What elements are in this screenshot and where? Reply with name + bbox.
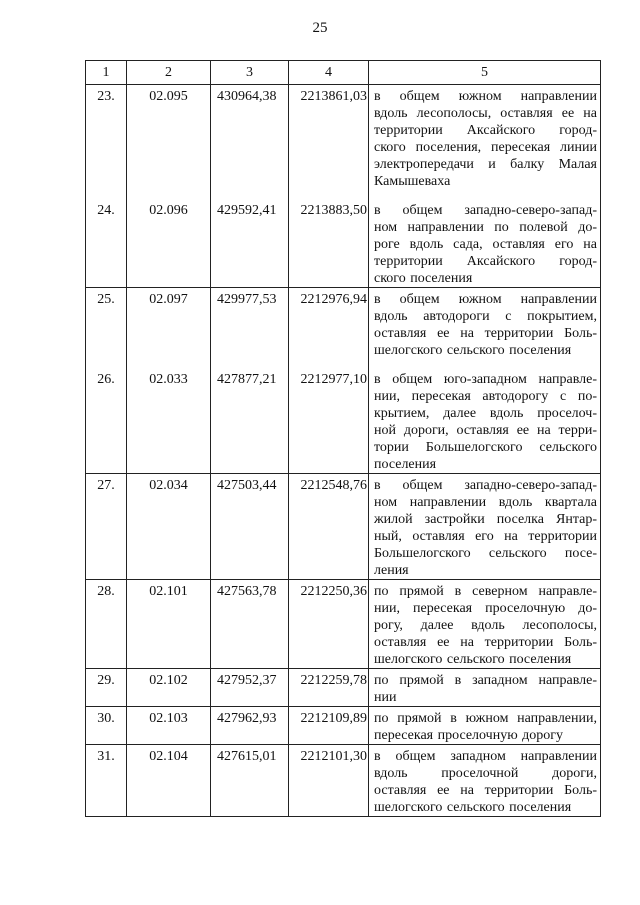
description-line: в общем южном направлении bbox=[374, 292, 597, 307]
description-line: оставляя ее на территории Боль- bbox=[374, 326, 597, 341]
description-line: ном направлении вдоль квартала bbox=[374, 495, 597, 510]
coordinate-x-value: 427962,93 bbox=[217, 711, 277, 726]
point-number-cell bbox=[86, 288, 127, 474]
row-entry bbox=[211, 672, 288, 706]
row-entry bbox=[289, 748, 368, 816]
description-line: по прямой в северном направле- bbox=[374, 584, 597, 599]
description-line: роге вдоль сада, оставляя его на bbox=[374, 237, 597, 252]
description-line: по прямой в западном направле- bbox=[374, 673, 597, 688]
row-entry bbox=[289, 583, 368, 668]
description-line: территории Аксайского город- bbox=[374, 123, 597, 138]
row-entry bbox=[289, 291, 368, 359]
point-code-value: 02.033 bbox=[149, 372, 188, 387]
table-row bbox=[86, 288, 601, 474]
coordinate-x-cell bbox=[211, 288, 289, 474]
coordinate-y-value: 2212977,10 bbox=[300, 372, 367, 387]
row-entry bbox=[369, 371, 600, 473]
coordinate-y-value: 2212259,78 bbox=[300, 673, 367, 688]
coordinate-y-value: 2212109,89 bbox=[300, 711, 367, 726]
description-cell bbox=[369, 580, 601, 669]
description-cell bbox=[369, 745, 601, 817]
point-number-cell bbox=[86, 85, 127, 288]
table-body bbox=[86, 85, 601, 817]
header-col-2: 2 bbox=[127, 61, 211, 85]
coordinate-x-cell bbox=[211, 745, 289, 817]
description-line: в общем западно-северо-запад- bbox=[374, 203, 597, 218]
point-number-value: 30. bbox=[97, 711, 115, 726]
description-line: электропередачи и балку Малая bbox=[374, 157, 597, 172]
description-line: по прямой в южном направлении, bbox=[374, 711, 597, 726]
row-entry bbox=[369, 748, 600, 816]
description-line: вдоль лесополосы, оставляя ее на bbox=[374, 106, 597, 121]
coordinate-x-cell bbox=[211, 580, 289, 669]
description-line: ный, оставляя его на территории bbox=[374, 529, 597, 544]
row-entry bbox=[127, 202, 210, 287]
header-col-4: 4 bbox=[289, 61, 369, 85]
coordinate-x-cell bbox=[211, 669, 289, 707]
coordinate-x-value: 427503,44 bbox=[217, 478, 277, 493]
row-entry bbox=[127, 371, 210, 473]
point-number-value: 26. bbox=[97, 372, 115, 387]
coordinate-x-value: 429592,41 bbox=[217, 203, 277, 218]
row-entry bbox=[86, 291, 126, 359]
description-line: оставляя ее на территории Боль- bbox=[374, 635, 597, 650]
boundary-table-frame bbox=[85, 60, 600, 817]
coordinate-x-value: 429977,53 bbox=[217, 292, 277, 307]
point-number-value: 31. bbox=[97, 749, 115, 764]
header-row bbox=[86, 61, 601, 85]
coordinate-x-value: 427563,78 bbox=[217, 584, 277, 599]
point-number-cell bbox=[86, 669, 127, 707]
description-line: в общем южном направлении bbox=[374, 89, 597, 104]
description-line: в общем юго-западном направле- bbox=[374, 372, 597, 387]
table-row bbox=[86, 580, 601, 669]
description-line: рогу, далее вдоль лесополосы, bbox=[374, 618, 597, 633]
row-entry bbox=[127, 88, 210, 190]
description-line: Большелогского сельского посе- bbox=[374, 546, 597, 561]
point-number-value: 24. bbox=[97, 203, 115, 218]
description-cell bbox=[369, 474, 601, 580]
row-entry bbox=[289, 477, 368, 579]
boundary-points-table bbox=[85, 60, 601, 817]
coordinate-y-cell bbox=[289, 580, 369, 669]
point-code-cell bbox=[127, 474, 211, 580]
point-code-cell bbox=[127, 669, 211, 707]
point-number-value: 28. bbox=[97, 584, 115, 599]
coordinate-y-value: 2213861,03 bbox=[300, 89, 367, 104]
coordinate-y-value: 2213883,50 bbox=[300, 203, 367, 218]
description-line: ной дороги, оставляя ее на терри- bbox=[374, 423, 597, 438]
coordinate-x-value: 430964,38 bbox=[217, 89, 277, 104]
coordinate-y-cell bbox=[289, 707, 369, 745]
coordinate-x-value: 427615,01 bbox=[217, 749, 277, 764]
row-entry bbox=[211, 291, 288, 359]
point-code-value: 02.101 bbox=[149, 584, 188, 599]
point-code-cell bbox=[127, 580, 211, 669]
description-line: жилой застройки поселка Янтар- bbox=[374, 512, 597, 527]
description-line: нии, пересекая автодорогу с по- bbox=[374, 389, 597, 404]
row-entry bbox=[369, 583, 600, 668]
point-code-value: 02.095 bbox=[149, 89, 188, 104]
row-entry bbox=[86, 710, 126, 744]
coordinate-y-value: 2212976,94 bbox=[300, 292, 367, 307]
header-col-3: 3 bbox=[211, 61, 289, 85]
point-code-cell bbox=[127, 745, 211, 817]
row-entry bbox=[211, 583, 288, 668]
description-line: поселения bbox=[374, 457, 437, 472]
coordinate-x-value: 427877,21 bbox=[217, 372, 277, 387]
point-number-value: 23. bbox=[97, 89, 115, 104]
row-entry bbox=[211, 748, 288, 816]
row-entry bbox=[369, 710, 600, 744]
description-line: территории Аксайского город- bbox=[374, 254, 597, 269]
description-cell bbox=[369, 85, 601, 288]
row-entry bbox=[369, 477, 600, 579]
row-entry bbox=[127, 291, 210, 359]
table-row bbox=[86, 474, 601, 580]
description-line: тории Большелогского сельского bbox=[374, 440, 597, 455]
point-code-value: 02.034 bbox=[149, 478, 188, 493]
row-entry bbox=[86, 583, 126, 668]
point-number-cell bbox=[86, 580, 127, 669]
row-entry bbox=[86, 371, 126, 473]
description-line: ского поселения, пересекая линии bbox=[374, 140, 597, 155]
row-entry bbox=[211, 710, 288, 744]
description-line: вдоль автодороги с покрытием, bbox=[374, 309, 597, 324]
row-entry bbox=[127, 748, 210, 816]
description-cell bbox=[369, 288, 601, 474]
row-entry bbox=[211, 371, 288, 473]
description-line: ского поселения bbox=[374, 271, 473, 286]
description-line: крытием, далее вдоль проселоч- bbox=[374, 406, 597, 421]
row-entry bbox=[86, 672, 126, 706]
table-row bbox=[86, 707, 601, 745]
coordinate-y-cell bbox=[289, 669, 369, 707]
point-code-value: 02.096 bbox=[149, 203, 188, 218]
coordinate-y-cell bbox=[289, 85, 369, 288]
row-entry bbox=[86, 202, 126, 287]
point-number-value: 27. bbox=[97, 478, 115, 493]
coordinate-y-cell bbox=[289, 288, 369, 474]
description-cell bbox=[369, 669, 601, 707]
description-line: нии bbox=[374, 690, 397, 705]
description-line: нии, пересекая проселочную до- bbox=[374, 601, 597, 616]
description-line: шелогского сельского поселения bbox=[374, 800, 572, 815]
coordinate-x-cell bbox=[211, 707, 289, 745]
table-row bbox=[86, 669, 601, 707]
row-entry bbox=[369, 291, 600, 359]
row-entry bbox=[86, 748, 126, 816]
point-code-cell bbox=[127, 288, 211, 474]
coordinate-x-cell bbox=[211, 85, 289, 288]
point-code-value: 02.097 bbox=[149, 292, 188, 307]
row-entry bbox=[369, 672, 600, 706]
description-line: в общем западном направлении bbox=[374, 749, 597, 764]
row-entry bbox=[86, 477, 126, 579]
point-number-cell bbox=[86, 745, 127, 817]
coordinate-x-cell bbox=[211, 474, 289, 580]
coordinate-x-value: 427952,37 bbox=[217, 673, 277, 688]
point-code-cell bbox=[127, 85, 211, 288]
row-entry bbox=[127, 672, 210, 706]
row-entry bbox=[127, 583, 210, 668]
description-line: шелогского сельского поселения bbox=[374, 343, 572, 358]
row-entry bbox=[127, 477, 210, 579]
row-entry bbox=[289, 202, 368, 287]
point-code-value: 02.104 bbox=[149, 749, 188, 764]
point-number-cell bbox=[86, 707, 127, 745]
coordinate-y-cell bbox=[289, 474, 369, 580]
row-entry bbox=[369, 88, 600, 190]
table-header bbox=[86, 61, 601, 85]
row-entry bbox=[211, 202, 288, 287]
description-line: шелогского сельского поселения bbox=[374, 652, 572, 667]
description-cell bbox=[369, 707, 601, 745]
row-entry bbox=[211, 88, 288, 190]
row-entry bbox=[369, 202, 600, 287]
description-line: пересекая проселочную дорогу bbox=[374, 728, 564, 743]
point-number-value: 29. bbox=[97, 673, 115, 688]
coordinate-y-value: 2212548,76 bbox=[300, 478, 367, 493]
description-line: ном направлении по полевой до- bbox=[374, 220, 597, 235]
description-line: Камышеваха bbox=[374, 174, 451, 189]
row-entry bbox=[289, 710, 368, 744]
page-number: 25 bbox=[312, 20, 328, 36]
description-line: вдоль проселочной дороги, bbox=[374, 766, 597, 781]
table-row bbox=[86, 745, 601, 817]
row-entry bbox=[289, 672, 368, 706]
point-code-value: 02.103 bbox=[149, 711, 188, 726]
row-entry bbox=[289, 371, 368, 473]
description-line: оставляя ее на территории Боль- bbox=[374, 783, 597, 798]
point-number-value: 25. bbox=[97, 292, 115, 307]
description-line: в общем западно-северо-запад- bbox=[374, 478, 597, 493]
header-col-5: 5 bbox=[369, 61, 601, 85]
row-entry bbox=[211, 477, 288, 579]
row-entry bbox=[289, 88, 368, 190]
row-entry bbox=[127, 710, 210, 744]
coordinate-y-value: 2212101,30 bbox=[300, 749, 367, 764]
point-code-cell bbox=[127, 707, 211, 745]
table-row bbox=[86, 85, 601, 288]
point-code-value: 02.102 bbox=[149, 673, 188, 688]
header-col-1: 1 bbox=[86, 61, 127, 85]
coordinate-y-cell bbox=[289, 745, 369, 817]
point-number-cell bbox=[86, 474, 127, 580]
description-line: ления bbox=[374, 563, 409, 578]
row-entry bbox=[86, 88, 126, 190]
coordinate-y-value: 2212250,36 bbox=[300, 584, 367, 599]
